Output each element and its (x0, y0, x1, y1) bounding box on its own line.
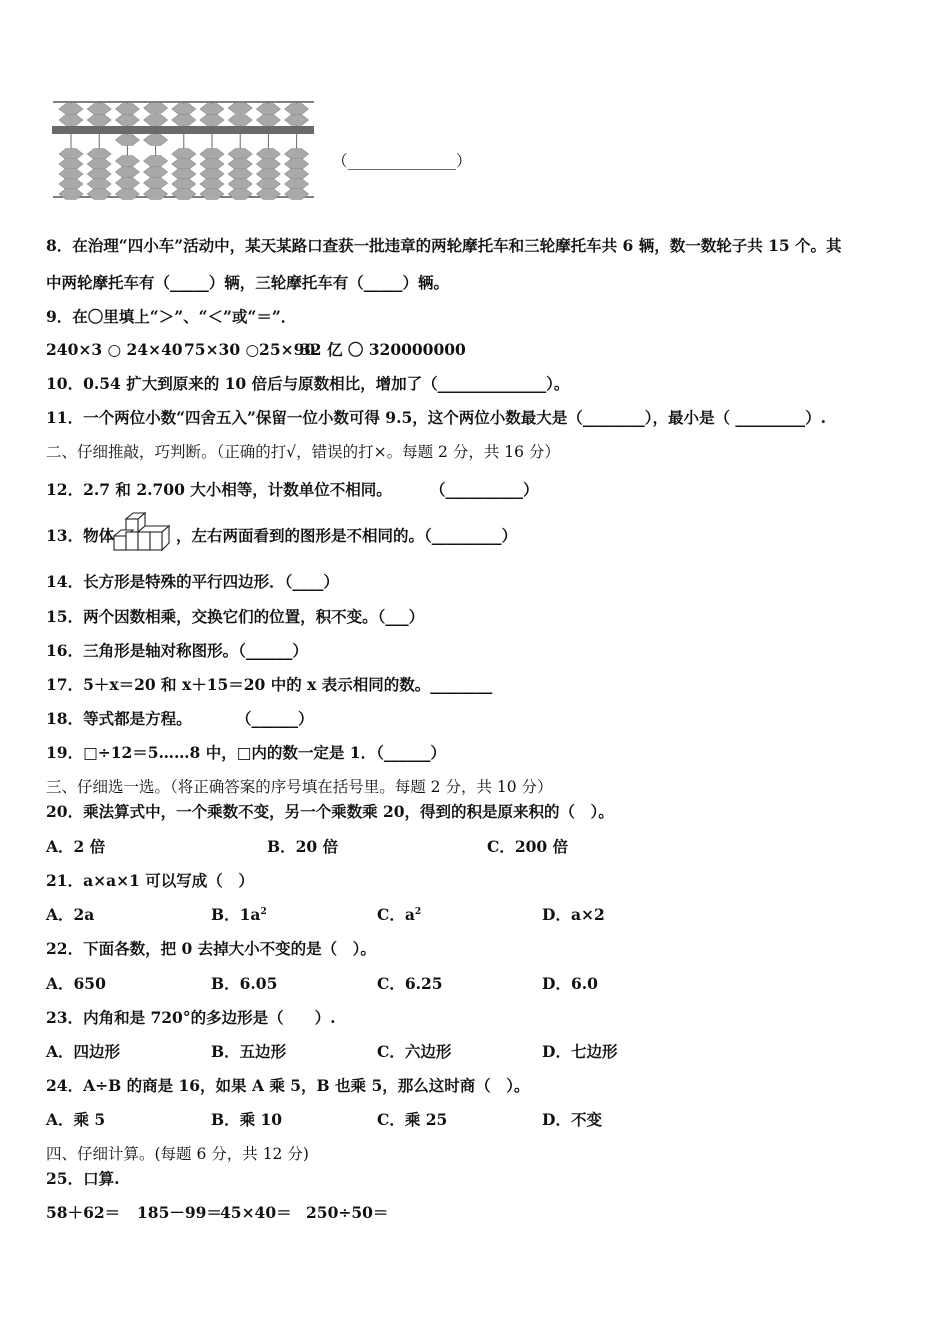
abacus-bead (115, 115, 139, 126)
q9-item: 240×3 ○ 24×40 (46, 340, 183, 359)
abacus-bead (200, 149, 224, 160)
abacus-bead (115, 156, 139, 167)
abacus-bead (228, 189, 252, 200)
option-a: A．2 倍 (46, 837, 106, 856)
q9-stem: 9．在〇里填上“＞”、“＜”或“＝”． (46, 307, 297, 326)
abacus-bead (285, 179, 309, 190)
abacus-bead (172, 159, 196, 170)
abacus-bead (87, 149, 111, 160)
abacus-beam (52, 126, 314, 134)
q9-item: 75×30 ○25×90 (184, 340, 316, 359)
q9-item: 32 亿 〇 320000000 (300, 340, 466, 359)
q8-line2: 中两轮摩托车有（_____）辆，三轮摩托车有（_____）辆。 (46, 273, 450, 292)
abacus-image (50, 96, 318, 200)
abacus-bead (87, 169, 111, 180)
abacus-bead (59, 115, 83, 126)
abacus-bead (87, 159, 111, 170)
q18-blank: （______） (236, 709, 314, 728)
abacus-bead (172, 149, 196, 160)
abacus-bead (59, 149, 83, 160)
calc-item: 250÷50＝ (306, 1203, 389, 1222)
abacus-bead (200, 159, 224, 170)
q8-line1: 8．在治理“四小车”活动中，某天某路口查获一批违章的两轮摩托车和三轮摩托车共 6 辆，数一数轮子共 15 个。其 (46, 236, 842, 255)
abacus-bead (285, 104, 309, 115)
abacus-bead (285, 169, 309, 180)
q15: 15．两个因数相乘，交换它们的位置，积不变。（___） (46, 607, 425, 626)
abacus-bead (144, 167, 168, 178)
abacus-bead (256, 149, 280, 160)
abacus-bead (59, 169, 83, 180)
abacus-bead (228, 149, 252, 160)
abacus-bead (200, 115, 224, 126)
option-b (211, 905, 267, 925)
abacus-bead (285, 115, 309, 126)
abacus-bead (87, 115, 111, 126)
option-a: A．650 (46, 974, 106, 993)
q7-answer-blank: （______________） (332, 152, 472, 170)
abacus-bead (144, 115, 168, 126)
q23-stem: 23．内角和是 720°的多边形是（ ）. (46, 1008, 336, 1027)
abacus-bead (87, 179, 111, 190)
q14: 14．长方形是特殊的平行四边形．（____） (46, 572, 339, 591)
q21-stem: 21．a×a×1 可以写成（ ） (46, 871, 254, 890)
option-b: B．五边形 (211, 1042, 287, 1061)
calc-item: 45×40＝ (220, 1203, 292, 1222)
q20-stem: 20．乘法算式中，一个乘数不变，另一个乘数乘 20，得到的积是原来积的（ ）。 (46, 802, 614, 821)
option-c-text: C．a (377, 905, 415, 924)
abacus-bead (228, 169, 252, 180)
option-d: D．七边形 (542, 1042, 618, 1061)
q19: 19．□÷12＝5……8 中，□内的数一定是 1．（______） (46, 743, 446, 762)
abacus-bead (200, 179, 224, 190)
option-b-text: B．1a (211, 905, 261, 924)
option-d: D．不变 (542, 1110, 602, 1129)
abacus-bead (115, 167, 139, 178)
abacus-bead (256, 179, 280, 190)
abacus-bead (285, 159, 309, 170)
option-c: C．六边形 (377, 1042, 452, 1061)
option-d: D．6.0 (542, 974, 598, 993)
q13-pre: 13．物体 (46, 526, 115, 545)
abacus-bead (256, 104, 280, 115)
abacus-bead (228, 179, 252, 190)
section-3-heading: 三、仔细选一选。（将正确答案的序号填在括号里。每题 2 分，共 10 分） (46, 778, 553, 796)
q13-post: ，左右两面看到的图形是不相同的。（_________） (176, 526, 518, 545)
abacus-bead (200, 104, 224, 115)
abacus-bead (144, 178, 168, 189)
abacus-bead (59, 159, 83, 170)
abacus-bead (256, 159, 280, 170)
abacus-bead (228, 103, 252, 114)
abacus-bead (59, 104, 83, 115)
option-a: A．四边形 (46, 1042, 121, 1061)
option-a: A．乘 5 (46, 1110, 106, 1129)
abacus-bead (87, 189, 111, 200)
abacus-bead (228, 159, 252, 170)
exponent: 2 (414, 907, 422, 917)
q12-blank: （__________） (430, 480, 539, 499)
abacus-bead (172, 169, 196, 180)
abacus-bead (144, 103, 168, 114)
q12-text: 12．2.7 和 2.700 大小相等，计数单位不相同。 (46, 480, 392, 499)
section-2-heading: 二、仔细推敲，巧判断。（正确的打√，错误的打×。每题 2 分，共 16 分） (46, 443, 560, 461)
q11: 11．一个两位小数“四舍五入”保留一位小数可得 9.5，这个两位小数最大是（________），最小是（ _________）. (46, 408, 827, 427)
q10: 10．0.54 扩大到原来的 10 倍后与原数相比，增加了（______________）。 (46, 374, 570, 393)
q22-stem: 22．下面各数，把 0 去掉大小不变的是（ ）。 (46, 939, 376, 958)
option-b: B．乘 10 (211, 1110, 283, 1129)
abacus-bead (200, 169, 224, 180)
abacus-bead (144, 135, 168, 146)
option-c: C．6.25 (377, 974, 443, 993)
cube-stack-image (112, 510, 178, 554)
q18-text: 18．等式都是方程。 (46, 709, 192, 728)
exponent: 2 (260, 907, 267, 917)
abacus-bead (59, 179, 83, 190)
q25-stem: 25．口算. (46, 1169, 120, 1188)
option-c (377, 905, 421, 925)
abacus-bead (172, 189, 196, 200)
abacus-bead (285, 149, 309, 160)
abacus-bead (172, 179, 196, 190)
calc-item: 185－99＝ (137, 1203, 222, 1222)
abacus-bead (144, 189, 168, 200)
q24-stem: 24．A÷B 的商是 16，如果 A 乘 5，B 也乘 5，那么这时商（ ）。 (46, 1076, 530, 1095)
q17: 17．5＋x＝20 和 x＋15＝20 中的 x 表示相同的数。________ (46, 675, 493, 694)
abacus-bead (172, 115, 196, 126)
abacus-bead (115, 104, 139, 115)
option-c: C．乘 25 (377, 1110, 448, 1129)
q16: 16．三角形是轴对称图形。（______） (46, 641, 308, 660)
abacus-bead (285, 189, 309, 200)
option-a: A．2a (46, 905, 95, 924)
abacus-bead (172, 104, 196, 115)
section-4-heading: 四、仔细计算。(每题 6 分，共 12 分) (46, 1145, 309, 1163)
option-b: B．20 倍 (267, 837, 339, 856)
abacus-bead (115, 135, 139, 146)
abacus-bead (59, 189, 83, 200)
abacus-bead (256, 115, 280, 126)
abacus-bead (200, 189, 224, 200)
abacus-bead (144, 156, 168, 167)
abacus-bead (87, 104, 111, 115)
abacus-bead (256, 189, 280, 200)
option-d: D．a×2 (542, 905, 605, 924)
option-c: C．200 倍 (487, 837, 569, 856)
calc-item: 58＋62＝ (46, 1203, 121, 1222)
abacus-bead (256, 169, 280, 180)
option-b: B．6.05 (211, 974, 278, 993)
abacus-bead (115, 189, 139, 200)
abacus-bead (228, 115, 252, 126)
abacus-bead (115, 178, 139, 189)
